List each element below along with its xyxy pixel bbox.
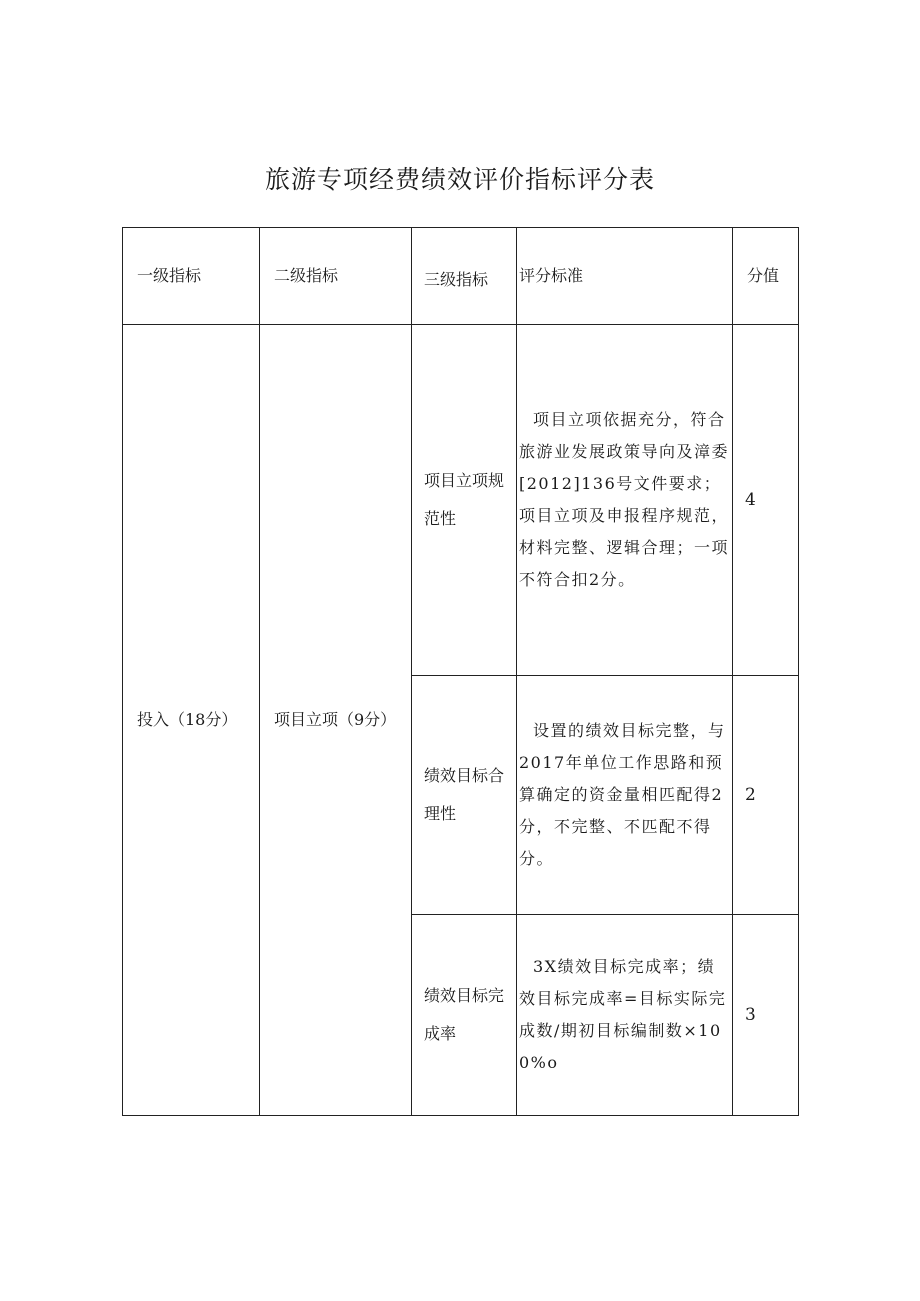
page-title: 旅游专项经费绩效评价指标评分表 <box>264 165 655 194</box>
criteria-cell: 设置的绩效目标完整，与2017年单位工作思路和预算确定的资金量相匹配得2分，不完整、不匹配不得分。 <box>517 676 733 915</box>
header-criteria: 评分标准 <box>517 228 733 325</box>
table-row <box>123 325 799 676</box>
level1-cell: 投入（18分） <box>123 325 260 1116</box>
criteria-cell: 项目立项依据充分，符合旅游业发展政策导向及漳委[2012]136号文件要求；项目立项及申报程序规范，材料完整、逻辑合理；一项不符合扣2分。 <box>517 325 733 676</box>
header-row <box>123 228 799 325</box>
header-level1: 一级指标 <box>123 228 260 325</box>
level2-cell: 项目立项（9分） <box>260 325 412 1116</box>
header-level2: 二级指标 <box>260 228 412 325</box>
criteria-cell: 3X绩效目标完成率；绩效目标完成率=目标实际完成数/期初目标编制数×100%o <box>517 915 733 1116</box>
score-cell: 3 <box>733 915 799 1116</box>
level3-cell: 项目立项规范性 <box>412 325 517 676</box>
header-level3: 三级指标 <box>412 228 517 325</box>
header-score: 分值 <box>733 228 799 325</box>
level3-cell: 绩效目标完成率 <box>412 915 517 1116</box>
score-cell: 4 <box>733 325 799 676</box>
score-table <box>122 227 799 1116</box>
score-cell: 2 <box>733 676 799 915</box>
level3-cell: 绩效目标合理性 <box>412 676 517 915</box>
